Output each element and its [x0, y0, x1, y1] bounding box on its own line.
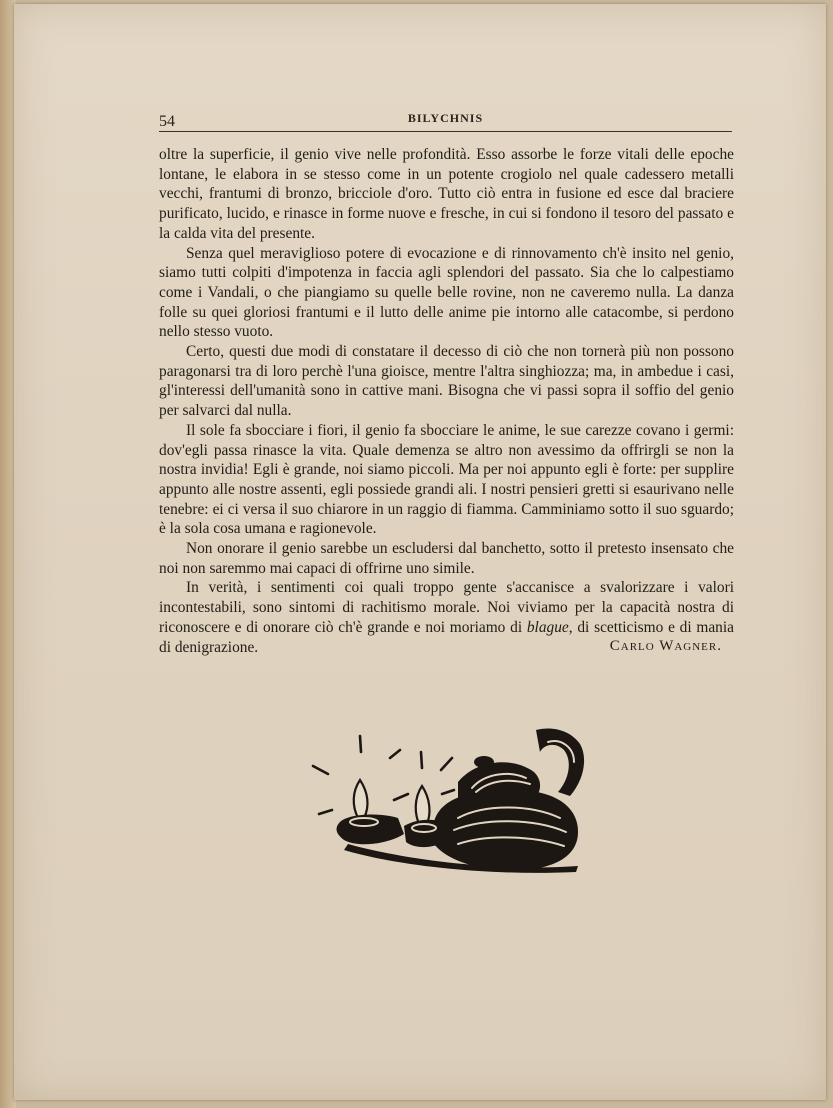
paragraph-text-end: , di scetticismo e di mania di denigrazione.: [159, 618, 734, 656]
running-title: BILYCHNIS: [407, 111, 484, 125]
lid-knob: [474, 756, 494, 768]
header-rule: [159, 131, 732, 132]
italic-word: blague: [526, 618, 569, 636]
paragraph: Certo, questi due modi di constatare il decesso di ciò che non tornerà più non possono paragonarsi tra di loro perchè l'una gioisce, mentre l'altra singhiozza; ma, in ambedue i casi, gl'interessi dell'umanità sono in cattive mani. Bisogna che vi passi sopra il soffio del genio per salvarci dal nulla.: [159, 343, 734, 420]
paragraph: Senza quel meraviglioso potere di evocazione e di rinnovamento ch'è insito nel genio, siamo tutti colpiti d'impotenza in faccia agli splendori del passato. Sia che lo calpestiamo come i Vandali, o che piangiamo su quelle belle rovine, non ne caveremo nulla. La danza folle su quei gloriosi frantumi e il lutto delle anime pie intorno alle catacombe, si perdono nello stesso vuoto.: [159, 244, 734, 341]
ray: [313, 766, 328, 774]
lamp-body: [337, 729, 585, 873]
ray: [441, 758, 452, 770]
article-body: [159, 145, 734, 657]
ray: [360, 736, 361, 752]
flame-left: [354, 780, 368, 818]
ray: [319, 810, 332, 814]
ray: [442, 790, 454, 794]
paragraph: Non onorare il genio sarebbe un escludersi dal banchetto, sotto il pretesto insensato che noi non saremmo mai capaci di offrirne uno simile.: [159, 540, 734, 577]
paragraph: Il sole fa sbocciare i fiori, il genio fa sbocciare le anime, le sue carezze covano i germi: dov'egli passa rinasce la vita. Quale demenza se altro non avessimo da offrirgli se non la nostra invidia! Egli è grande, noi siamo piccoli. Ma per noi appunto egli è forte: per supplire appunto alle nostre assenti, egli possiede grandi ali. I nostri pensieri gretti si esaurivano nelle tenebre: ei ci versa il suo chiarore in un raggio di fiamma. Camminiamo sotto il suo sguardo; è la sola cosa umana e ragionevole.: [159, 421, 734, 538]
author-signature: Carlo Wagner.: [609, 638, 722, 654]
ray: [390, 750, 400, 758]
rays: [313, 736, 454, 814]
oil-lamp-woodcut-icon: [308, 722, 590, 874]
ray: [421, 752, 422, 768]
paragraph-text: In verità, i sentimenti coi quali troppo gente s'accanisce a svalorizzare i valori incontestabili, sono sintomi di rachitismo morale. Noi viviamo per la capacità nostra di riconoscere e di onorare ciò ch'è grande e noi moriamo di: [159, 579, 734, 636]
paragraph: oltre la superficie, il genio vive nelle profondità. Esso assorbe le forze vitali delle epoche lontane, le elabora in se stesso come in un potente crogiolo nel quale cadessero metalli vecchi, frantumi di bronzo, bricciole d'oro. Tutto ciò entra in fusione ed esce dal braciere purificato, lucido, e rinasce in forme nuove e fresche, in cui si fondono il tesoro del passato e la calda vita del presente.: [159, 146, 734, 242]
handle: [536, 729, 584, 796]
page-number: 54: [159, 113, 175, 130]
ray: [394, 794, 408, 800]
page-header: [159, 109, 732, 129]
